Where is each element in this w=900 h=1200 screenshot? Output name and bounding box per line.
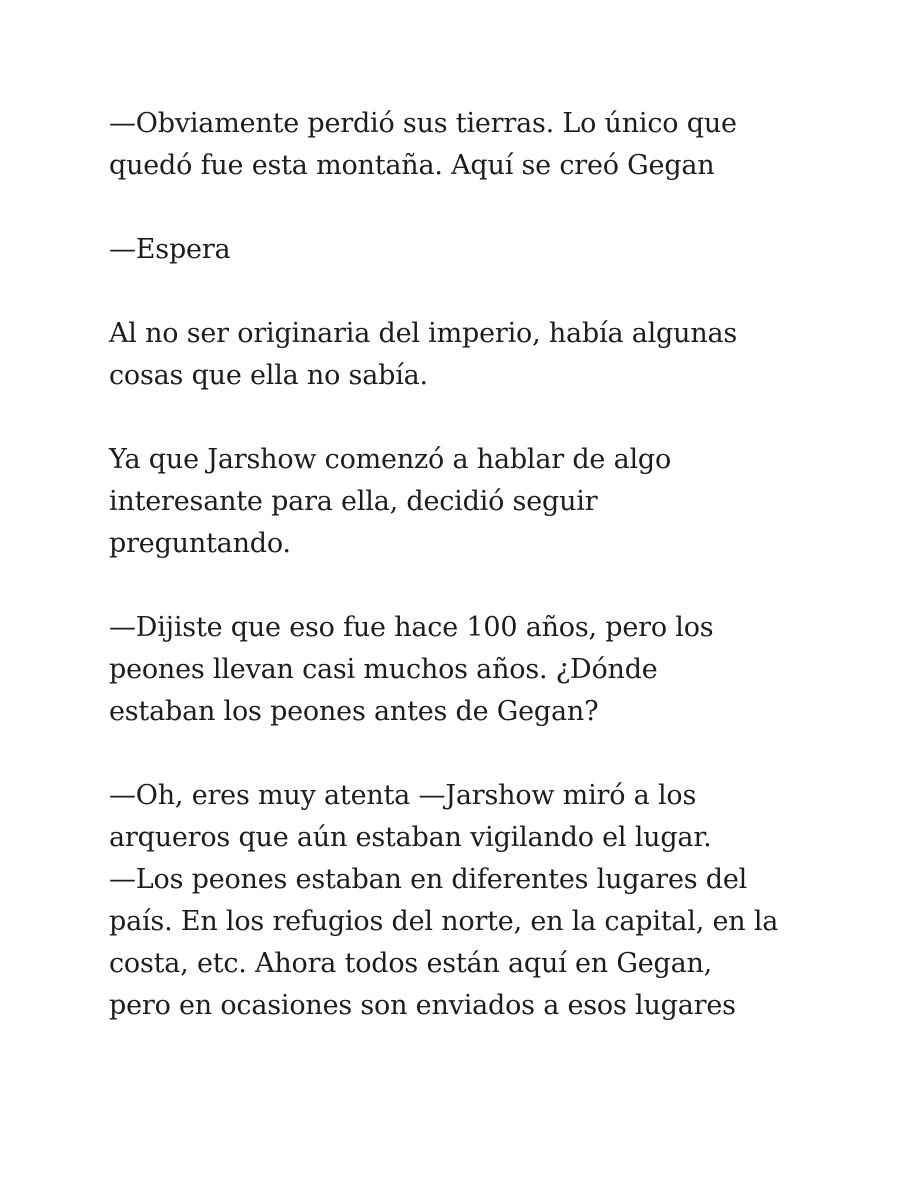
- text-line: preguntando.: [109, 528, 291, 559]
- text-line: estaban los peones antes de Gegan?: [109, 696, 599, 727]
- text-line: —Los peones estaban en diferentes lugares del: [109, 864, 748, 895]
- text-line: pero en ocasiones son enviados a esos lugares: [109, 990, 736, 1021]
- paragraph-2: [109, 229, 809, 271]
- paragraph-6: [109, 775, 809, 1027]
- text-line: —Obviamente perdió sus tierras. Lo único que: [109, 108, 737, 139]
- text-line: costa, etc. Ahora todos están aquí en Gegan,: [109, 948, 713, 979]
- text-line: interesante para ella, decidió seguir: [109, 486, 598, 517]
- paragraph-1: [109, 103, 809, 187]
- text-line: Ya que Jarshow comenzó a hablar de algo: [109, 444, 672, 475]
- text-line: arqueros que aún estaban vigilando el lugar.: [109, 822, 712, 853]
- text-line: país. En los refugios del norte, en la capital, en la: [109, 906, 779, 937]
- paragraph-4: [109, 439, 809, 565]
- text-line: —Espera: [109, 234, 231, 265]
- paragraph-3: [109, 313, 809, 397]
- text-line: —Oh, eres muy atenta —Jarshow miró a los: [109, 780, 697, 811]
- text-line: —Dijiste que eso fue hace 100 años, pero los: [109, 612, 714, 643]
- text-line: peones llevan casi muchos años. ¿Dónde: [109, 654, 658, 685]
- body-text: [109, 103, 809, 1069]
- text-line: cosas que ella no sabía.: [109, 360, 428, 391]
- paragraph-5: [109, 607, 809, 733]
- text-line: quedó fue esta montaña. Aquí se creó Gegan: [109, 150, 715, 181]
- text-line: Al no ser originaria del imperio, había algunas: [109, 318, 738, 349]
